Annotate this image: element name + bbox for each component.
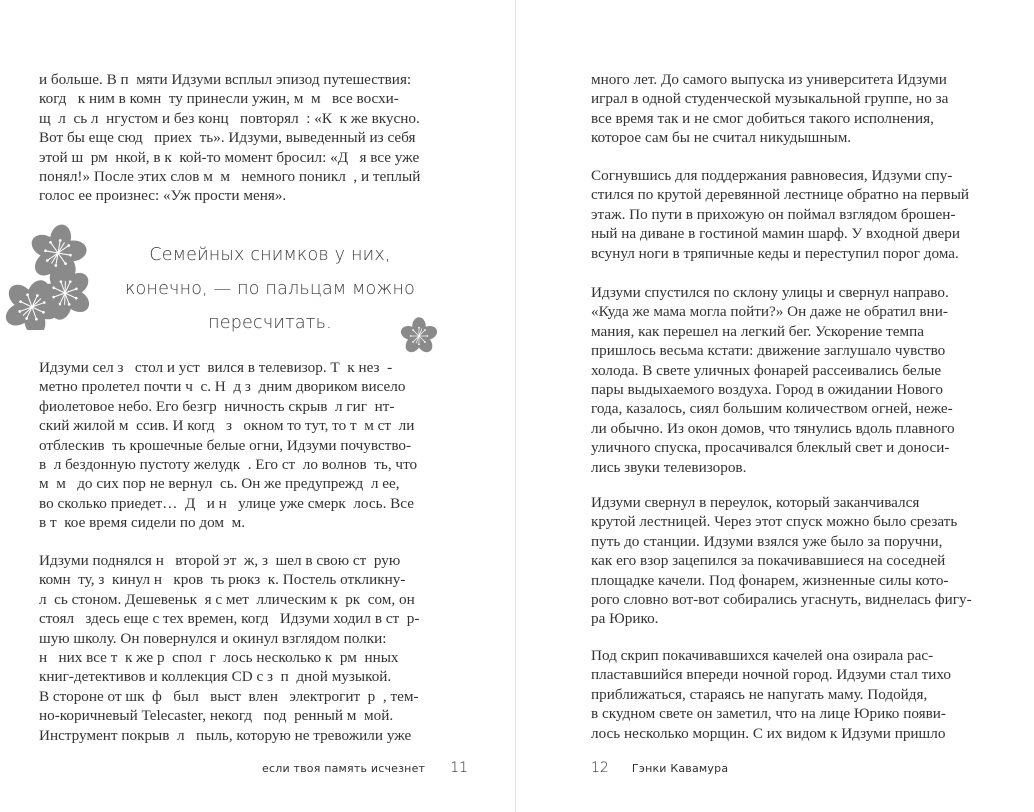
text-line: которое сам бы не считал никудышным. <box>591 129 852 147</box>
text-line: ный на диване в гостиной мамин шарф. У входной двери <box>591 225 961 243</box>
right-paragraph-3 <box>591 283 955 477</box>
text-line: крутой лестницей. Через этот спуск можно было срезать <box>591 513 958 531</box>
text-line: голос ее произнес: «Уж прости меня». <box>39 187 287 205</box>
text-line: в т кое время сидели по дом м. <box>39 514 246 532</box>
left-paragraph-1 <box>39 70 420 206</box>
text-line: пришлось весьма кстати: движение заглушало чувство <box>591 342 946 360</box>
text-line: приближаться, стараясь не напугать маму. Подойдя, <box>591 685 928 703</box>
text-line: фиолетовое небо. Его безгр ничность скрыв л гиг нт- <box>39 397 395 415</box>
text-line: лись звуки телевизоров. <box>591 458 747 476</box>
page-number-right: 12 <box>591 760 609 776</box>
text-line: мания, как перешел на легкий бег. Ускорение темпа <box>591 322 925 340</box>
pull-quote-line: Семейных снимков у них, <box>149 245 391 265</box>
right-footer <box>591 757 728 776</box>
text-line: В стороне от шк ф был выст влен электрогит р , тем- <box>39 687 419 705</box>
text-line: н них все т к же р спол г лось несколько к рм нных <box>39 649 399 667</box>
text-line: ский жилой м ссив. И когд з окном то тут, то т м ст ли <box>39 417 415 435</box>
right-paragraph-2 <box>591 166 969 263</box>
text-line: когд к ним в комн ту принесли ужин, м м все восхи- <box>39 90 399 108</box>
pull-quote <box>90 238 450 340</box>
right-paragraph-5 <box>591 646 951 743</box>
text-line: во сколько приедет… Д и н улице уже смерк лось. Все <box>39 494 414 512</box>
left-paragraph-2 <box>39 358 417 533</box>
pull-quote-line: конечно, — по пальцам можно <box>124 279 416 299</box>
text-line: лось несколько морщин. С их видом к Идзуми пришло <box>591 724 946 742</box>
text-line: шую школу. Он повернулся и окинул взглядом полки: <box>39 629 387 647</box>
text-line: рого словно вот-вот собирались угаснуть, виднелась фигу- <box>591 591 972 609</box>
text-line: ра Юрико. <box>591 610 659 628</box>
text-line: всунул ноги в тряпичные кеды и переступил порог дома. <box>591 244 959 262</box>
left-paragraph-3 <box>39 551 419 745</box>
text-line: комн ту, з кинул н кров ть рюкз к. Постель откликну- <box>39 571 406 589</box>
text-line: м м до сих пор не вернул сь. Он же предупрежд л ее, <box>39 475 400 493</box>
left-footer <box>262 757 468 776</box>
text-line: и больше. В п мяти Идзуми всплыл эпизод путешествия: <box>39 71 412 88</box>
text-line: Идзуми поднялся н второй эт ж, з шел в свою ст рую <box>39 552 401 569</box>
text-line: понял!» После этих слов м м немного поникл , и теплый <box>39 168 421 186</box>
text-line: этой ш рм нкой, в к кой-то момент бросил: «Д я все уже <box>39 148 420 166</box>
text-line: л сь стоном. Дешевеньк я с мет ллическим к рк сом, он <box>39 590 415 608</box>
text-line: холода. В свете уличных фонарей рассеивались белые <box>591 361 942 379</box>
text-line: но-коричневый Telecaster, некогд под ренный м мой. <box>39 707 394 725</box>
text-line: путь до станции. Идзуми взялся уже было за поручни, <box>591 532 943 550</box>
page-number-left: 11 <box>450 760 469 776</box>
running-title: если твоя память исчезнет <box>262 762 426 775</box>
text-line: играл в одной студенческой музыкальной группе, но за <box>591 90 949 108</box>
text-line: площадке качели. Под фонарем, жизненные силы кото- <box>591 571 949 589</box>
cherry-blossom-cluster-icon <box>0 215 110 330</box>
author-name: Гэнки Кавамура <box>631 762 729 775</box>
text-line: стоял здесь еще с тех времен, когд Идзуми ходил в ст р- <box>39 610 420 628</box>
text-line: «Куда же мама могла пойти?» Он даже не обратил вни- <box>591 303 948 321</box>
pull-quote-line: пересчитать. <box>208 313 332 333</box>
text-line: книг-детективов и коллекция CD с з п дной музыкой. <box>39 668 392 686</box>
right-paragraph-1 <box>591 70 948 148</box>
text-line: Согнувшись для поддержания равновесия, Идзуми спу- <box>591 167 953 184</box>
right-paragraph-4 <box>591 493 972 629</box>
text-line: года, казалось, сиял большим количеством огней, неже- <box>591 400 953 418</box>
text-line: Идзуми свернул в переулок, который заканчивался <box>591 494 920 511</box>
text-line: метно пролетел почти ч с. Н д з дним двориком висело <box>39 378 406 396</box>
text-line: отблескив ть крошечные белые огни, Идзуми почувство- <box>39 436 412 454</box>
text-line: пластавшийся впереди ночной город. Идзуми стал тихо <box>591 666 952 684</box>
text-line: много лет. До самого выпуска из университета Идзуми <box>591 71 947 88</box>
text-line: Идзуми сел з стол и уст вился в телевизор. Т к нез - <box>39 359 393 376</box>
text-line: в л бездонную пустоту желудк . Его ст ло волнов ть, что <box>39 456 418 474</box>
text-line: Под скрип покачивавшихся качелей она озирала рас- <box>591 647 934 664</box>
text-line: Вот бы еще сюд приех ть». Идзуми, выведенный из себя <box>39 129 416 147</box>
text-line: пары выдыхаемого воздуха. Город в ожидании Нового <box>591 381 943 399</box>
text-line: ли обычно. Из окон домов, что тянулись вдоль плавного <box>591 419 955 437</box>
text-line: щ л сь л нгустом и без конц повторял : «К к же вкусно. <box>39 109 420 127</box>
text-line: стился по крутой деревянной лестнице обратно на первый <box>591 186 970 204</box>
text-line: этаж. По пути в прихожую он поймал взглядом брошен- <box>591 205 956 223</box>
text-line: в скудном свете он заметил, что на лице Юрико появи- <box>591 705 946 723</box>
text-line: Инструмент покрыв л пыль, которую не тревожили уже <box>39 726 412 744</box>
text-line: как его взор зацепился за покачивавшиеся на соседней <box>591 552 946 570</box>
cherry-blossom-small-icon <box>397 315 441 357</box>
text-line: Идзуми спустился по склону улицы и свернул направо. <box>591 284 949 301</box>
text-line: все время так и не смог добиться такого исполнения, <box>591 109 934 127</box>
text-line: уличного спуска, просачивался блеклый свет и доноси- <box>591 439 950 457</box>
